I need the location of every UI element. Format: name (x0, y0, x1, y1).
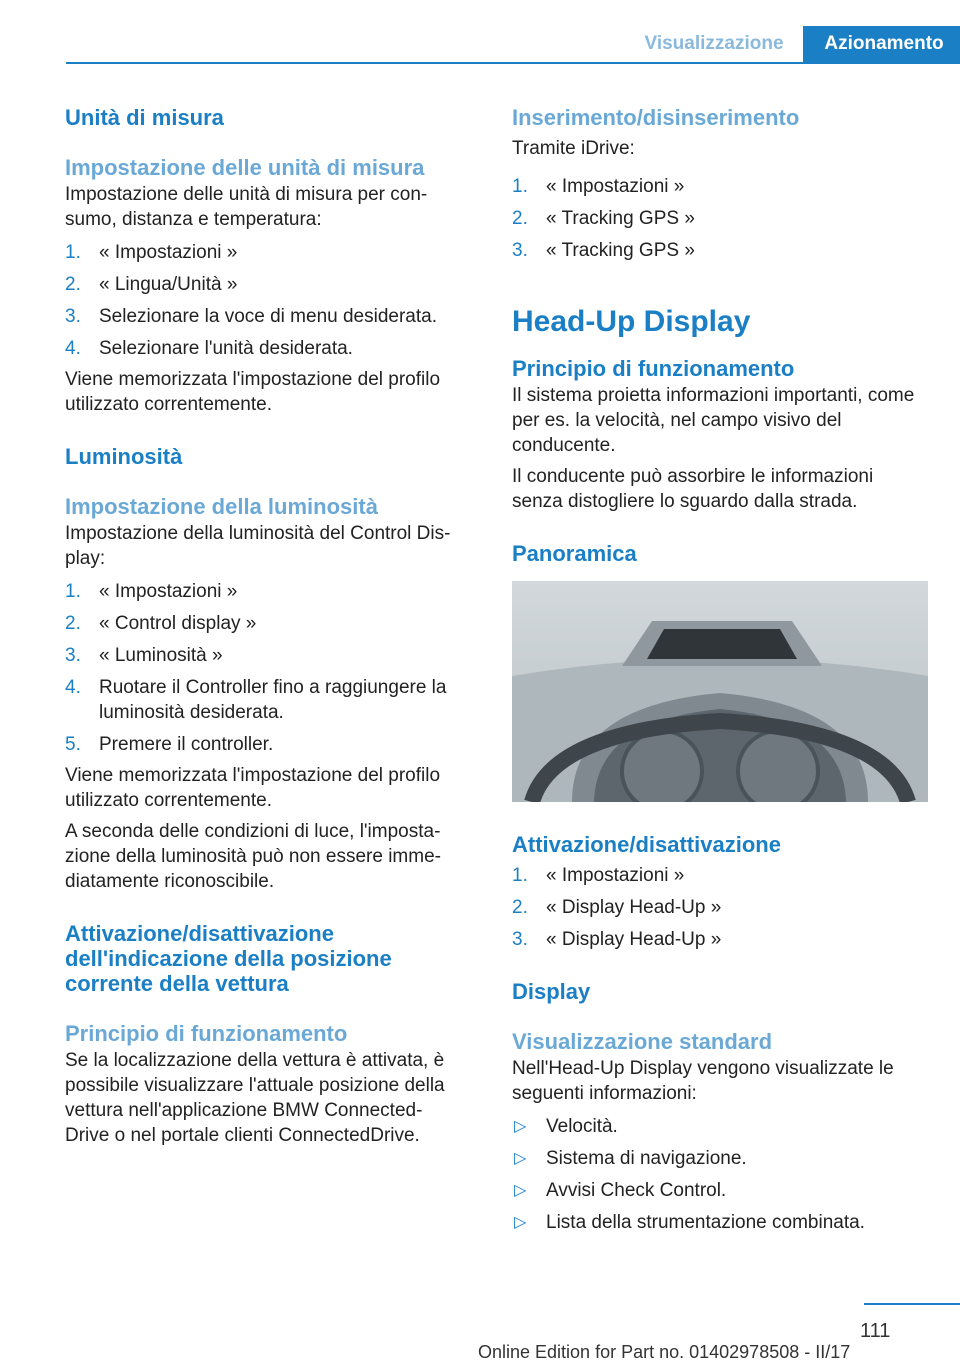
section-title-activation: Attivazione/disattivazione (512, 832, 781, 857)
section-title-units: Unità di misura (65, 105, 224, 130)
dashboard-illustration (512, 581, 928, 802)
list-item: 5. Premere il controller. (65, 734, 274, 755)
subsection-title-standard: Visualizzazione standard (512, 1029, 773, 1054)
paragraph-units-after: Viene memorizzata l'impostazione del profilo utilizzato correntemente. (65, 369, 441, 415)
paragraph-brightness-intro: Impostazione della luminosità del Control Dis‐ play: (65, 523, 451, 569)
section-title-toggle: Inserimento/disinserimento (512, 105, 800, 130)
list-item: 3. « Luminosità » (65, 645, 223, 666)
steps-tracking (512, 174, 928, 263)
list-item: 2. « Control display » (65, 613, 257, 634)
page-number: 111 (860, 1320, 891, 1342)
hud-dashboard-image (512, 581, 928, 802)
paragraph-hud-2: Il conducente può assorbire le informazioni senza distogliere lo sguardo dalla strada. (512, 466, 874, 512)
section-title-brightness: Luminosità (65, 444, 183, 469)
list-item: 1. « Impostazioni » (65, 581, 238, 602)
paragraph-position: Se la localizzazione della vettura è attivata, è possibile visualizzare l'attuale posizione della vettura nell'applicazione BMW Connected‐ Drive o nel portale clienti ConnectedDrive. (65, 1050, 445, 1146)
right-column (512, 100, 928, 1235)
footer-rule (864, 1303, 960, 1305)
paragraph-hud-1: Il sistema proietta informazioni importanti, come per es. la velocità, nel campo visivo del conducente. (512, 385, 915, 456)
list-item: 4. Selezionare l'unità desiderata. (65, 338, 353, 359)
paragraph-brightness-after: Viene memorizzata l'impostazione del profilo utilizzato correntemente. (65, 765, 441, 811)
footer-edition: Online Edition for Part no. 01402978508 - II/17 (478, 1342, 851, 1362)
steps-brightness (65, 579, 470, 757)
tab-visualizzazione[interactable]: Visualizzazione (644, 33, 784, 54)
list-item: ▷ Velocità. (514, 1116, 618, 1137)
steps-units (65, 240, 470, 361)
list-item: 2. « Display Head-Up » (512, 897, 722, 918)
subsection-title-brightness: Impostazione della luminosità (65, 494, 378, 519)
page-header (66, 26, 960, 64)
subsection-title-principle: Principio di funzionamento (512, 356, 795, 381)
left-column (65, 100, 470, 1148)
list-item: 2. « Tracking GPS » (512, 208, 695, 229)
section-title-position: Attivazione/disattivazione dell'indicazione della posizione corrente della vettura (65, 921, 392, 996)
section-title-overview: Panoramica (512, 541, 637, 566)
list-item: ▷ Avvisi Check Control. (514, 1180, 727, 1201)
paragraph-display: Nell'Head-Up Display vengono visualizzate le seguenti informazioni: (512, 1058, 894, 1104)
paragraph-units-intro: Impostazione delle unità di misura per con‐ sumo, distanza e temperatura: (65, 184, 428, 230)
chapter-title-hud: Head-Up Display (512, 305, 751, 338)
list-item: 2. « Lingua/Unità » (65, 274, 238, 295)
paragraph-idrive: Tramite iDrive: (512, 138, 635, 159)
tab-azionamento[interactable]: Azionamento (803, 26, 960, 62)
list-item: ▷ Lista della strumentazione combinata. (514, 1212, 865, 1233)
list-item: 3. « Display Head-Up » (512, 929, 722, 950)
bullets-display (512, 1114, 928, 1235)
subsection-title-position: Principio di funzionamento (65, 1021, 348, 1046)
triangle-bullet-icon: ▷ (514, 1182, 527, 1199)
steps-hud (512, 863, 928, 952)
list-item: ▷ Sistema di navigazione. (514, 1148, 747, 1169)
list-item: 3. Selezionare la voce di menu desiderata. (65, 306, 437, 327)
triangle-bullet-icon: ▷ (514, 1118, 527, 1135)
subsection-title-units: Impostazione delle unità di misura (65, 155, 425, 180)
list-item: 1. « Impostazioni » (512, 176, 685, 197)
list-item: 1. « Impostazioni » (65, 242, 238, 263)
triangle-bullet-icon: ▷ (514, 1150, 527, 1167)
list-item: 3. « Tracking GPS » (512, 240, 695, 261)
list-item: 1. « Impostazioni » (512, 865, 685, 886)
list-item: 4. Ruotare il Controller fino a raggiungere la luminosità desiderata. (65, 677, 447, 723)
triangle-bullet-icon: ▷ (514, 1214, 527, 1231)
paragraph-brightness-note: A seconda delle condizioni di luce, l'imposta‐ zione della luminosità può non essere imme‐ diatamente riconoscibile. (65, 821, 441, 892)
section-title-display: Display (512, 979, 591, 1004)
